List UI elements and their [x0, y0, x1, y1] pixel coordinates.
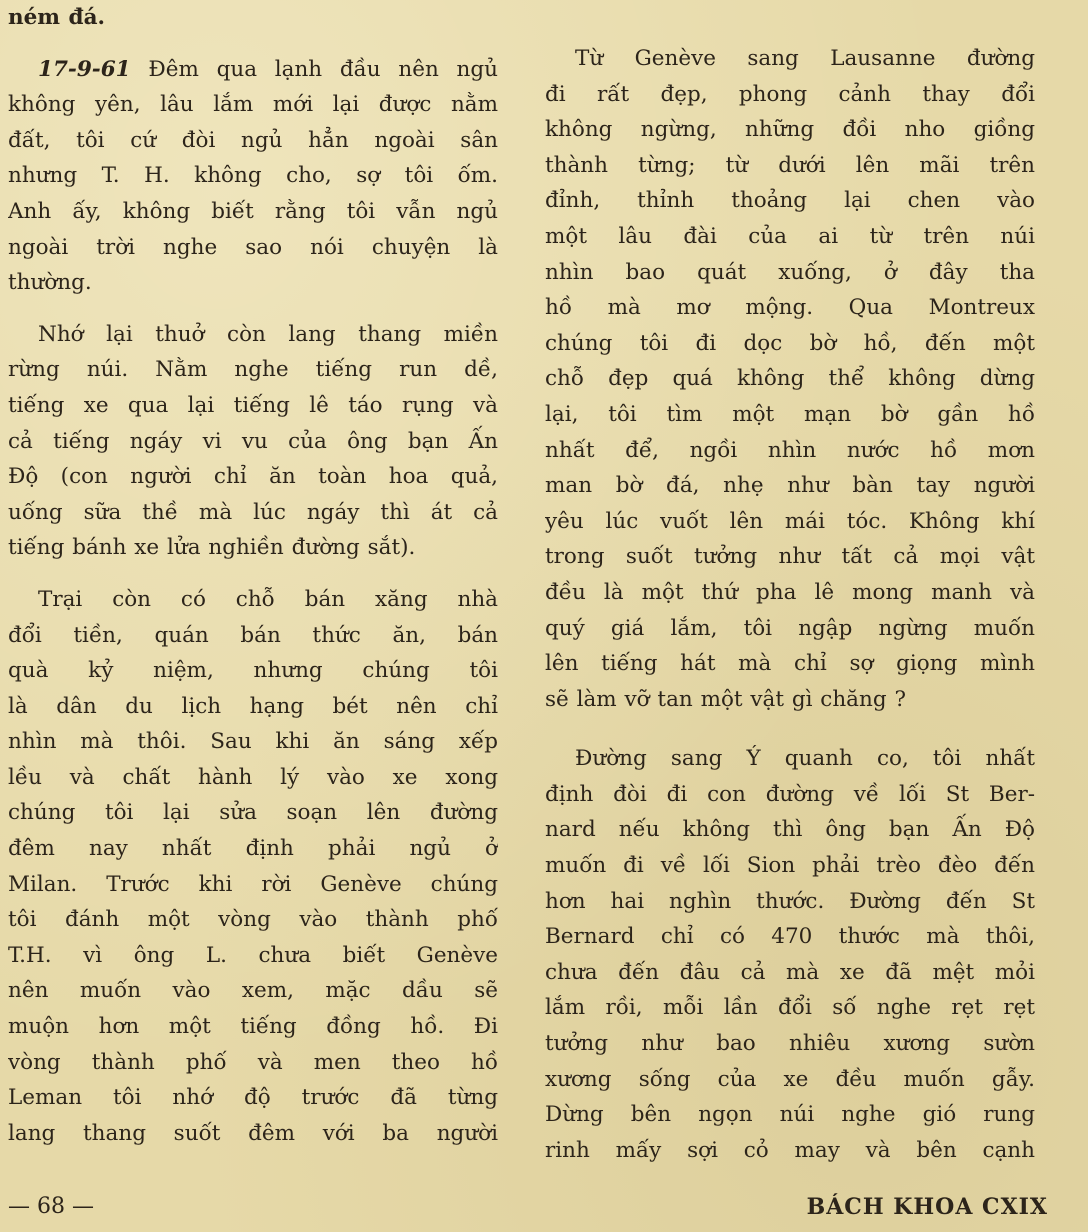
text-line: Trại còn có chỗ bán xăng nhà	[38, 586, 498, 612]
page-number: — 68 —	[8, 1194, 94, 1219]
paragraph-camp	[8, 582, 498, 1152]
text-line: T.H. vì ông L. chưa biết Genève	[8, 942, 498, 968]
text-line: trong suốt tưởng như tất cả mọi vật	[545, 544, 1035, 570]
text-line: thành từng; từ dưới lên mãi trên	[545, 152, 1035, 178]
text-line: 17-9-61 Đêm qua lạnh đầu nên ngủ	[38, 56, 498, 82]
paragraph-lausanne	[545, 41, 1035, 717]
text-line: không yên, lâu lắm mới lại được nằm	[8, 92, 498, 118]
text-line: nhưng T. H. không cho, sợ tôi ốm.	[8, 163, 498, 189]
text-line: uống sữa thề mà lúc ngáy thì át cả	[8, 499, 498, 525]
text-line: không ngừng, những đồi nho giồng	[545, 117, 1035, 143]
text-line: Độ (con người chỉ ăn toàn hoa quả,	[8, 464, 498, 490]
entry-date: 17-9-61	[38, 56, 131, 82]
text-line: Bernard chỉ có 470 thước mà thôi,	[545, 924, 1035, 950]
text-line: sẽ làm vỡ tan một vật gì chăng ?	[545, 686, 906, 712]
text-line: rừng núi. Nằm nghe tiếng run dề,	[8, 357, 498, 383]
text-line: hơn hai nghìn thước. Đường đến St	[545, 888, 1035, 914]
text-line: xương sống của xe đều muốn gẫy.	[545, 1066, 1035, 1092]
text-line: Từ Genève sang Lausanne đường	[575, 46, 1035, 71]
text-line: đi rất đẹp, phong cảnh thay đổi	[545, 81, 1035, 107]
text-line: nhìn bao quát xuống, ở đây tha	[545, 259, 1035, 285]
text-line: chưa đến đâu cả mà xe đã mệt mỏi	[545, 959, 1035, 985]
text-line: lại, tôi tìm một mạn bờ gần hồ	[545, 401, 1035, 427]
text-line: Anh ấy, không biết rằng tôi vẫn ngủ	[8, 198, 498, 224]
text-line: chúng tôi lại sửa soạn lên đường	[8, 800, 498, 826]
text-line: yêu lúc vuốt lên mái tóc. Không khí	[545, 508, 1035, 534]
text-line: Nhớ lại thuở còn lang thang miền	[38, 321, 498, 347]
text-line: hồ mà mơ mộng. Qua Montreux	[545, 295, 1035, 321]
text-line: đều là một thứ pha lê mong manh và	[545, 579, 1035, 605]
text-line: ném đá.	[8, 5, 105, 30]
text-line: một lâu đài của ai từ trên núi	[545, 223, 1035, 249]
text-line: muốn đi về lối Sion phải trèo đèo đến	[545, 853, 1035, 879]
text-line: chỗ đẹp quá không thể không dừng	[545, 366, 1035, 392]
paragraph-italy-road	[545, 741, 1035, 1168]
text-line: đất, tôi cứ đòi ngủ hẳn ngoài sân	[8, 127, 498, 153]
text-line: nhất để, ngồi nhìn nước hồ mơn	[545, 437, 1035, 463]
text-line: cả tiếng ngáy vi vu của ông bạn Ấn	[8, 428, 498, 454]
text-line: đổi tiền, quán bán thức ăn, bán	[8, 622, 498, 648]
text-line: lều và chất hành lý vào xe xong	[8, 764, 498, 790]
paragraph-diary-entry	[8, 52, 498, 301]
text-line: Đường sang Ý quanh co, tôi nhất	[575, 746, 1035, 772]
text-line: đỉnh, thỉnh thoảng lại chen vào	[545, 188, 1035, 214]
text-line: lang thang suốt đêm với ba người	[8, 1120, 498, 1146]
text-line: vòng thành phố và men theo hồ	[8, 1049, 498, 1075]
text-line: tôi đánh một vòng vào thành phố	[8, 907, 498, 933]
text-line: nard nếu không thì ông bạn Ấn Độ	[545, 817, 1035, 843]
magazine-issue: BÁCH KHOA CXIX	[806, 1194, 1048, 1220]
text-line: chúng tôi đi dọc bờ hồ, đến một	[545, 330, 1035, 356]
text-line: lắm rồi, mỗi lần đổi số nghe rẹt rẹt	[545, 995, 1035, 1021]
text-line: nhìn mà thôi. Sau khi ăn sáng xếp	[8, 729, 498, 755]
text-line: muộn hơn một tiếng đồng hồ. Đi	[8, 1014, 498, 1040]
text-line: tiếng xe qua lại tiếng lê táo rụng và	[8, 392, 498, 418]
text-line: định đòi đi con đường về lối St Ber-	[545, 781, 1035, 807]
text-line: thường.	[8, 270, 92, 296]
text-line: quý giá lắm, tôi ngập ngừng muốn	[545, 615, 1035, 641]
text-line: rinh mấy sợi cỏ may và bên cạnh	[545, 1137, 1035, 1163]
text-line: quà kỷ niệm, nhưng chúng tôi	[8, 658, 498, 684]
text-line: đêm nay nhất định phải ngủ ở	[8, 836, 498, 862]
right-column	[545, 41, 1035, 1168]
text-line: là dân du lịch hạng bét nên chỉ	[8, 693, 498, 719]
paragraph-memory	[8, 317, 498, 566]
text-line: Milan. Trước khi rời Genève chúng	[8, 871, 498, 897]
text-line: nên muốn vào xem, mặc dầu sẽ	[8, 978, 498, 1004]
text-line: Leman tôi nhớ độ trước đã từng	[8, 1085, 498, 1111]
paragraph-continuation	[8, 0, 498, 36]
text-line: lên tiếng hát mà chỉ sợ giọng mình	[545, 651, 1035, 677]
text-line: man bờ đá, nhẹ như bàn tay người	[545, 473, 1035, 499]
left-column	[8, 0, 498, 1151]
text-line: tưởng như bao nhiêu xương sườn	[545, 1031, 1035, 1057]
text-line: ngoài trời nghe sao nói chuyện là	[8, 234, 498, 260]
text-line: tiếng bánh xe lửa nghiền đường sắt).	[8, 535, 416, 561]
text-line: Dừng bên ngọn núi nghe gió rung	[545, 1102, 1035, 1128]
